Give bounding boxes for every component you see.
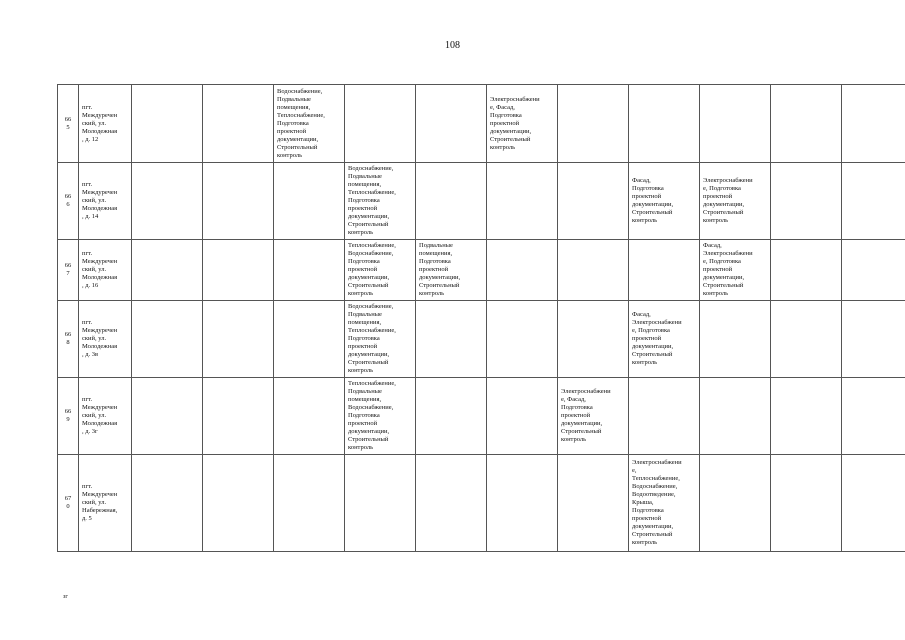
- work-cell: [416, 301, 487, 378]
- work-cell: Электроснабжени е, Фасад, Подготовка проектной документации, Строительный контроль: [558, 378, 629, 455]
- work-cell: [416, 163, 487, 240]
- work-cell: [274, 378, 345, 455]
- work-cell: Водоснабжение, Подвальные помещения, Теплоснабжение, Подготовка проектной документации, Строительный контроль: [274, 85, 345, 163]
- work-cell: [771, 163, 842, 240]
- work-cell: [700, 455, 771, 552]
- work-cell: [203, 163, 274, 240]
- table-row: [58, 455, 905, 552]
- work-cell: [274, 240, 345, 301]
- work-cell: Фасад, Подготовка проектной документации, Строительный контроль: [629, 163, 700, 240]
- work-cell: [558, 240, 629, 301]
- row-number-cell: 67 0: [58, 455, 79, 552]
- work-cell: [558, 163, 629, 240]
- work-cell: [842, 85, 905, 163]
- work-cell: [487, 378, 558, 455]
- page-number: 108: [445, 40, 460, 51]
- work-cell: Теплоснабжение, Водоснабжение, Подготовка проектной документации, Строительный контроль: [345, 240, 416, 301]
- work-cell: [203, 301, 274, 378]
- work-cell: [487, 163, 558, 240]
- work-cell: [771, 85, 842, 163]
- address-cell: пгт. Междуречен ский, ул. Молодежная , д. 3г: [79, 378, 132, 455]
- work-cell: [700, 301, 771, 378]
- table-row: [58, 378, 905, 455]
- work-cell: Водоснабжение, Подвальные помещения, Теплоснабжение, Подготовка проектной документации, Строительный контроль: [345, 301, 416, 378]
- work-cell: [700, 85, 771, 163]
- work-cell: Электроснабжени е, Подготовка проектной документации, Строительный контроль: [700, 163, 771, 240]
- work-cell: [771, 455, 842, 552]
- work-cell: [132, 240, 203, 301]
- table-row: [58, 301, 905, 378]
- work-cell: [629, 85, 700, 163]
- row-number-cell: 66 5: [58, 85, 79, 163]
- row-number-cell: 66 8: [58, 301, 79, 378]
- row-number-cell: 66 9: [58, 378, 79, 455]
- work-cell: [416, 378, 487, 455]
- work-cell: [274, 455, 345, 552]
- footer-mark: зг: [63, 594, 68, 600]
- work-cell: [842, 163, 905, 240]
- work-cell: [274, 301, 345, 378]
- work-cell: [416, 85, 487, 163]
- work-cell: [558, 301, 629, 378]
- work-cell: [416, 455, 487, 552]
- address-cell: пгт. Междуречен ский, ул. Набережная, д. 5: [79, 455, 132, 552]
- address-cell: пгт. Междуречен ский, ул. Молодежная , д. 12: [79, 85, 132, 163]
- work-cell: [558, 85, 629, 163]
- address-cell: пгт. Междуречен ский, ул. Молодежная , д. 16: [79, 240, 132, 301]
- work-cell: [842, 378, 905, 455]
- work-cell: Водоснабжение, Подвальные помещения, Теплоснабжение, Подготовка проектной документации, Строительный контроль: [345, 163, 416, 240]
- work-cell: [203, 85, 274, 163]
- work-cell: [132, 301, 203, 378]
- work-cell: [842, 240, 905, 301]
- work-cell: [345, 455, 416, 552]
- work-cell: [132, 455, 203, 552]
- work-cell: [487, 455, 558, 552]
- work-cell: [203, 378, 274, 455]
- address-cell: пгт. Междуречен ский, ул. Молодежная , д. 14: [79, 163, 132, 240]
- work-cell: [487, 240, 558, 301]
- repair-schedule-table: [57, 84, 905, 552]
- table-row: [58, 163, 905, 240]
- work-cell: [771, 301, 842, 378]
- work-cell: Теплоснабжение, Подвальные помещения, Водоснабжение, Подготовка проектной документации, Строительный контроль: [345, 378, 416, 455]
- work-cell: Электроснабжени е, Теплоснабжение, Водоснабжение, Водоотведение, Крыша, Подготовка проектной документации, Строительный контроль: [629, 455, 700, 552]
- work-cell: [771, 378, 842, 455]
- work-cell: [842, 301, 905, 378]
- work-cell: [842, 455, 905, 552]
- table-row: [58, 85, 905, 163]
- work-cell: Подвальные помещения, Подготовка проектной документации, Строительный контроль: [416, 240, 487, 301]
- table-row: [58, 240, 905, 301]
- work-cell: [132, 163, 203, 240]
- work-cell: Фасад, Электроснабжени е, Подготовка проектной документации, Строительный контроль: [700, 240, 771, 301]
- work-cell: [771, 240, 842, 301]
- work-cell: [629, 378, 700, 455]
- row-number-cell: 66 6: [58, 163, 79, 240]
- address-cell: пгт. Междуречен ский, ул. Молодежная , д. 3в: [79, 301, 132, 378]
- work-cell: [203, 455, 274, 552]
- work-cell: [700, 378, 771, 455]
- work-cell: [132, 378, 203, 455]
- work-cell: [558, 455, 629, 552]
- work-cell: [203, 240, 274, 301]
- work-cell: [487, 301, 558, 378]
- work-cell: [345, 85, 416, 163]
- work-cell: Фасад, Электроснабжени е, Подготовка проектной документации, Строительный контроль: [629, 301, 700, 378]
- work-cell: Электроснабжени е, Фасад, Подготовка проектной документации, Строительный контроль: [487, 85, 558, 163]
- row-number-cell: 66 7: [58, 240, 79, 301]
- work-cell: [274, 163, 345, 240]
- work-cell: [132, 85, 203, 163]
- work-cell: [629, 240, 700, 301]
